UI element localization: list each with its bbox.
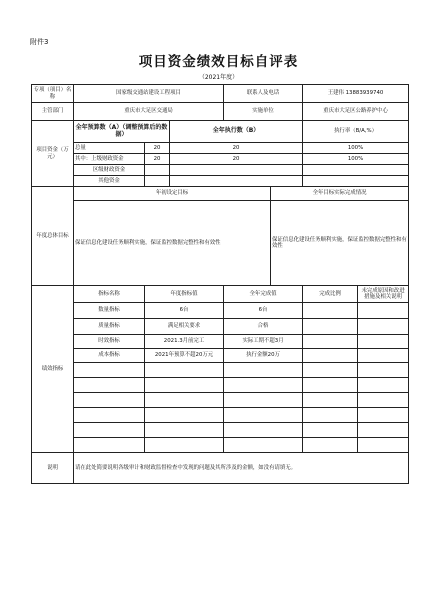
page-title: 项目资金绩效目标自评表: [138, 54, 299, 70]
perf-header-ratio: 完成比例: [303, 286, 358, 303]
perf-row-note: [358, 319, 409, 335]
goals-plan-text: 保证信息化建设任务顺利实施，保证监控数据完整性和有效性: [74, 201, 271, 286]
funds-row-budget: [145, 165, 170, 176]
funds-row-budget: 20: [145, 154, 170, 165]
attachment-label: 附件3: [30, 38, 49, 46]
perf-row-name: 数量指标: [74, 303, 145, 319]
perf-row-target: 2021年预算不超20万元: [145, 349, 224, 363]
goals-actual-header: 全年目标实际完成情况: [271, 187, 409, 201]
funds-row-label: 区级财政资金: [74, 165, 145, 176]
perf-row-name: 质量指标: [74, 319, 145, 335]
funds-row-budget: 20: [145, 143, 170, 154]
year-label: （2021年度）: [198, 74, 239, 81]
note-text: 请在此处简要说明各级审计和财政监督检查中发现的问题及其所涉及的金额，如没有请填无。: [74, 453, 409, 484]
funds-row-exec: [170, 165, 303, 176]
perf-section-label: 绩效指标: [32, 286, 74, 453]
dept-label: 主管部门: [32, 103, 74, 121]
perf-row: [32, 335, 409, 349]
note-label: 说明: [32, 453, 74, 484]
funds-exec-header: 全年执行数（B）: [170, 121, 303, 143]
perf-row-target: 2021.3月前完工: [145, 335, 224, 349]
perf-empty-row: [32, 363, 409, 378]
funds-row-label: 其他资金: [74, 176, 145, 187]
perf-empty-row: [32, 393, 409, 408]
perf-row-done: 实际工期不超3月: [224, 335, 303, 349]
perf-empty-row: [32, 378, 409, 393]
funds-row-budget: [145, 176, 170, 187]
funds-section-label: 项目资金（万元）: [32, 121, 74, 187]
perf-row-ratio: [303, 335, 358, 349]
funds-row-exec: 20: [170, 143, 303, 154]
perf-row-target: 满足相关要求: [145, 319, 224, 335]
perf-empty-row: [32, 423, 409, 438]
perf-empty-row: [32, 408, 409, 423]
perf-row-name: 成本指标: [74, 349, 145, 363]
funds-row-rate: 100%: [303, 154, 409, 165]
contact-label: 联系人及电话: [224, 85, 303, 103]
perf-row-note: [358, 303, 409, 319]
perf-row-done: 合格: [224, 319, 303, 335]
perf-row-name: 时效指标: [74, 335, 145, 349]
funds-row: [32, 165, 409, 176]
perf-header-note: 未完成原因和改进措施及相关说明: [358, 286, 409, 303]
perf-row: [32, 349, 409, 363]
funds-row-rate: 100%: [303, 143, 409, 154]
perf-row-note: [358, 335, 409, 349]
perf-row-done: 6台: [224, 303, 303, 319]
funds-row-exec: 20: [170, 154, 303, 165]
contact-value: 王建伟 13883939740: [303, 85, 409, 103]
perf-empty-row: [32, 438, 409, 453]
perf-row: [32, 303, 409, 319]
perf-row-ratio: [303, 319, 358, 335]
perf-row-target: 6台: [145, 303, 224, 319]
funds-budget-header: 全年预算数（A）（调整预算后的数据）: [74, 121, 170, 143]
funds-row-label: 其中：上级财政资金: [74, 154, 145, 165]
funds-row: [32, 176, 409, 187]
project-name-value: 国家级交通站建设工程项目: [74, 85, 224, 103]
perf-header-done: 全年完成值: [224, 286, 303, 303]
funds-header-row: [32, 121, 409, 143]
funds-row: [32, 154, 409, 165]
project-name-label: 专项（项目）名称: [32, 85, 74, 103]
perf-row-note: [358, 349, 409, 363]
funds-row: [32, 143, 409, 154]
note-row: [32, 453, 409, 484]
funds-row-label: 总量: [74, 143, 145, 154]
perf-row-ratio: [303, 349, 358, 363]
project-name-row: [32, 85, 409, 103]
perf-row: [32, 319, 409, 335]
funds-row-rate: [303, 165, 409, 176]
perf-row-ratio: [303, 303, 358, 319]
goals-content-row: [32, 201, 409, 286]
impl-value: 重庆市大足区公路养护中心: [303, 103, 409, 121]
evaluation-table: [31, 84, 409, 484]
goals-actual-text: 保证信息化建设任务顺利实施，保证监控数据完整性和有效性: [271, 201, 409, 286]
perf-header-name: 指标名称: [74, 286, 145, 303]
perf-row-done: 执行金额20万: [224, 349, 303, 363]
goals-header-row: [32, 187, 409, 201]
impl-label: 实施单位: [224, 103, 303, 121]
funds-row-rate: [303, 176, 409, 187]
goals-plan-header: 年初设定目标: [74, 187, 271, 201]
dept-row: [32, 103, 409, 121]
perf-header-row: [32, 286, 409, 303]
perf-header-target: 年度指标值: [145, 286, 224, 303]
dept-value: 重庆市大足区交通局: [74, 103, 224, 121]
funds-row-exec: [170, 176, 303, 187]
goals-section-label: 年度总体目标: [32, 187, 74, 286]
funds-rate-header: 执行率（B/A,%）: [303, 121, 409, 143]
